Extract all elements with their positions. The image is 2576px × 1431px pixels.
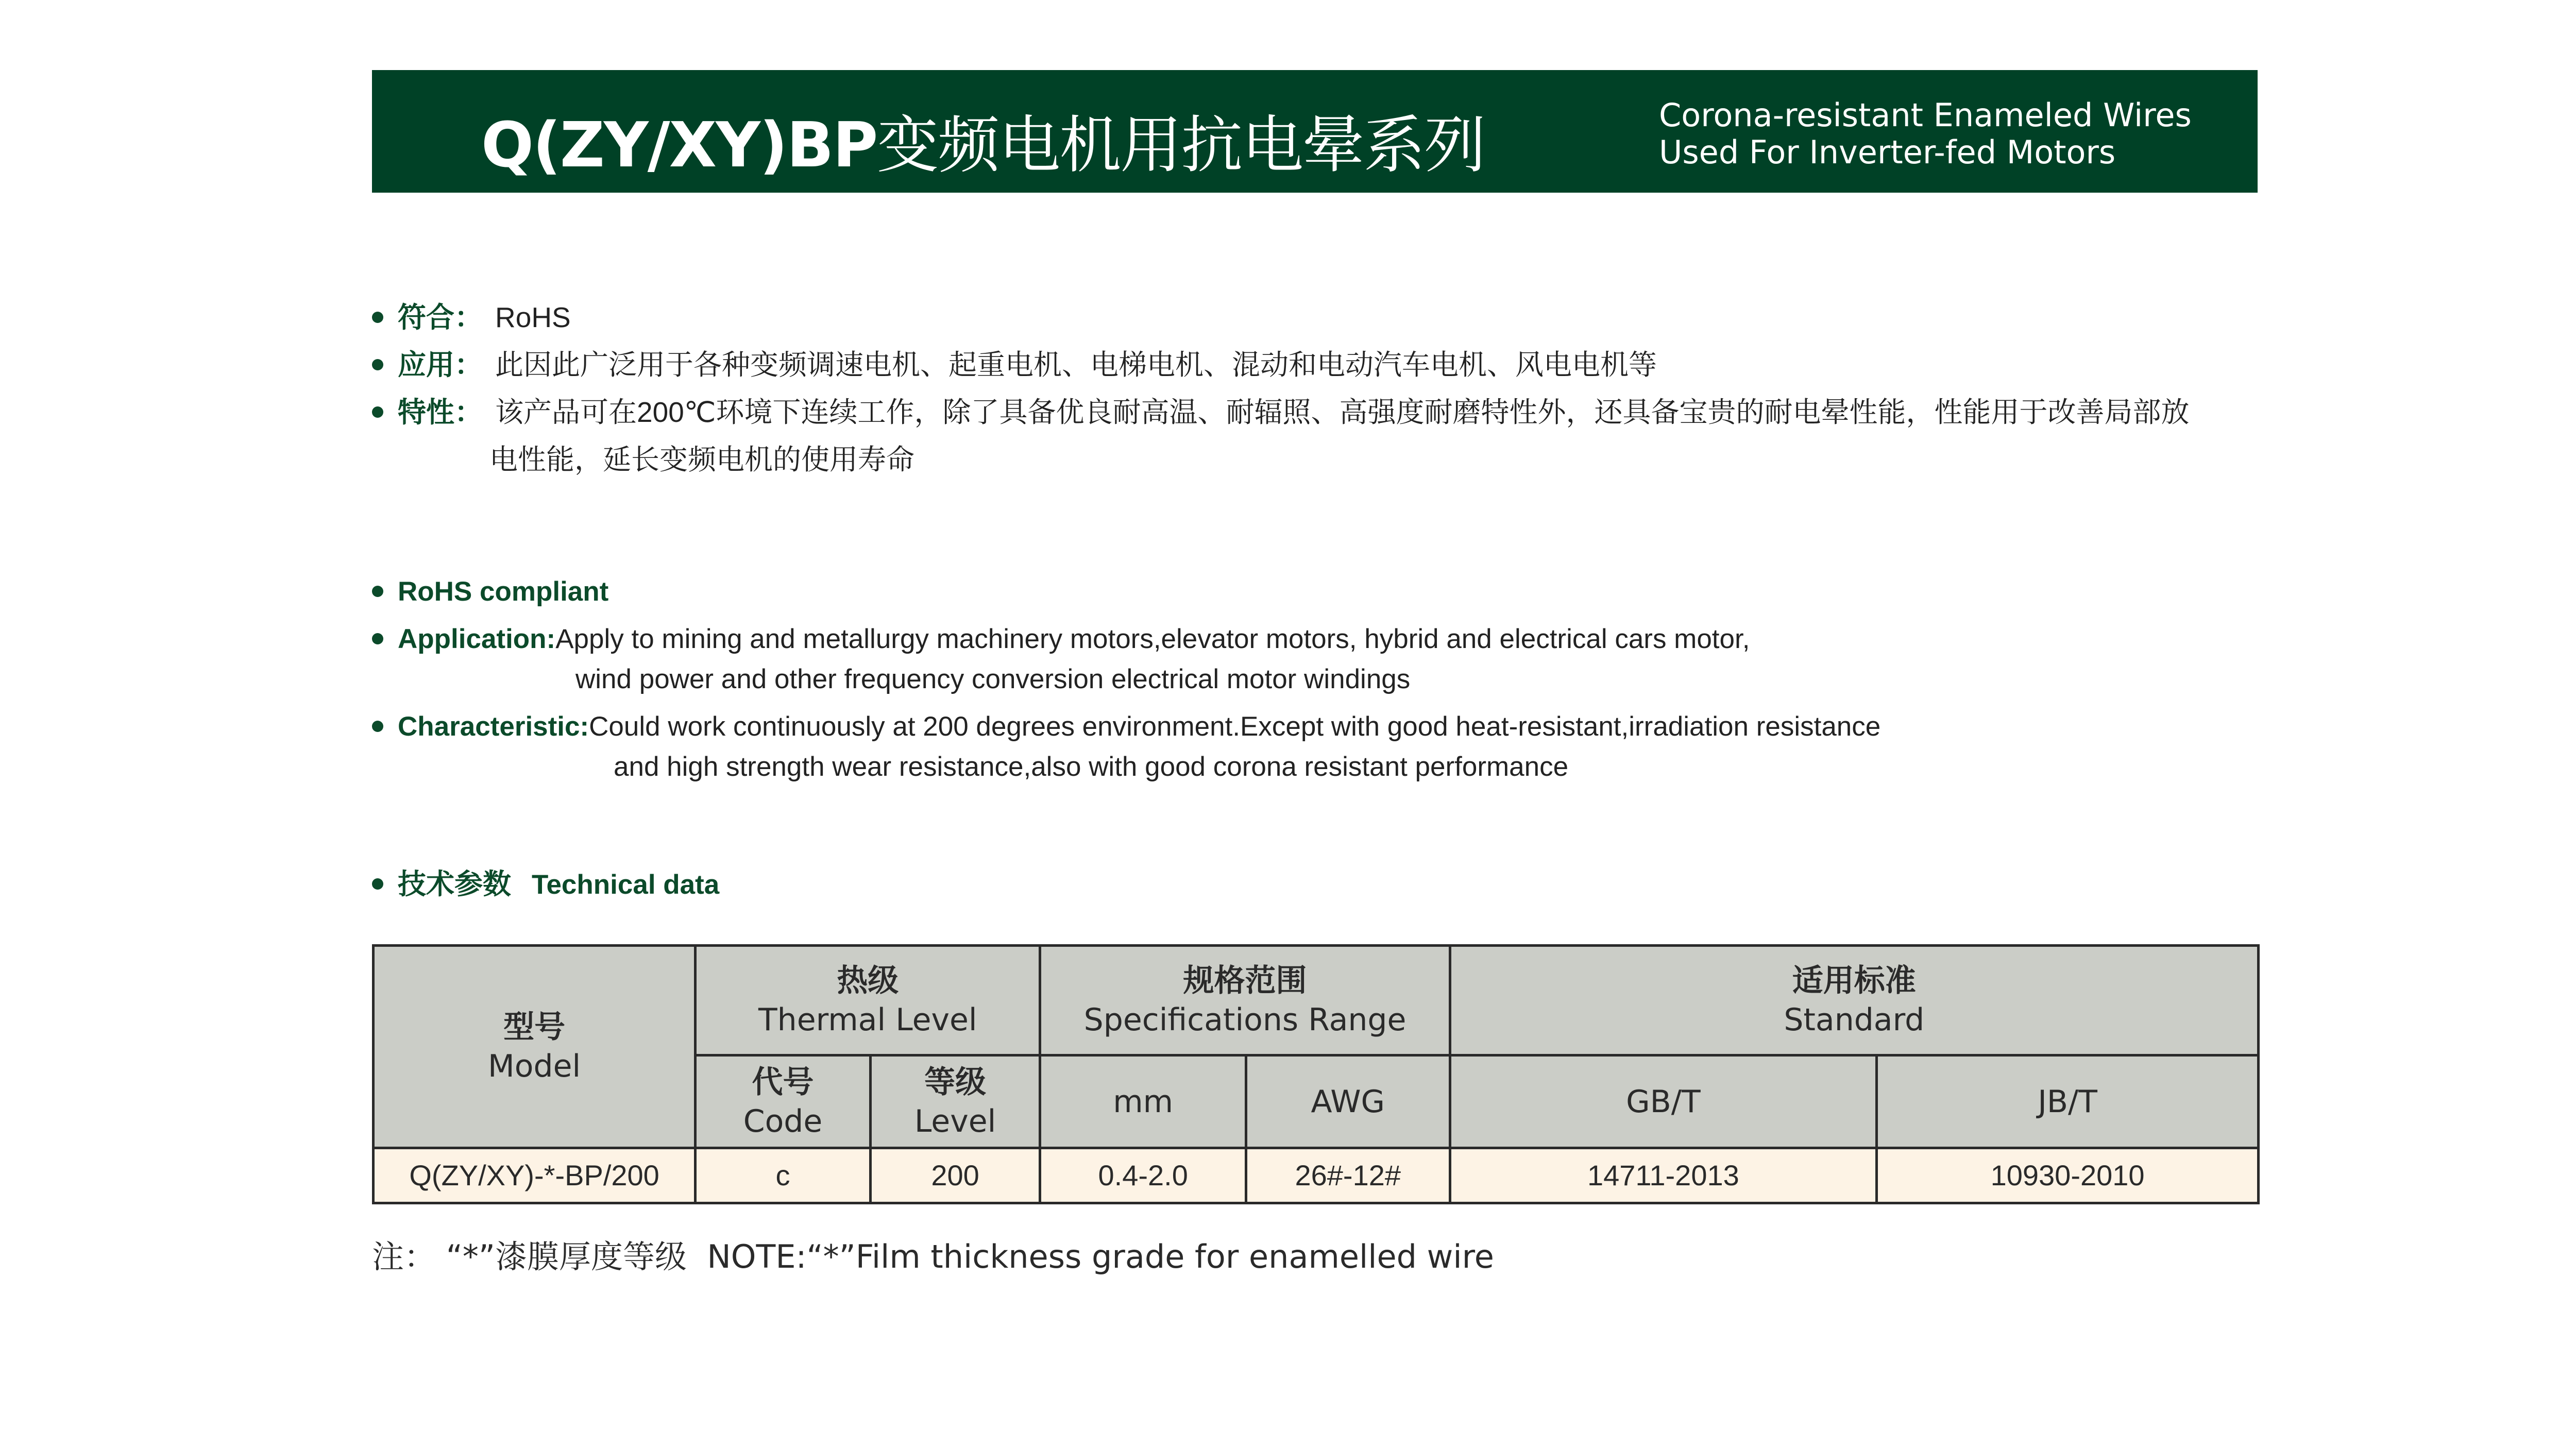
model-header	[374, 946, 696, 1148]
cn-feature-list	[372, 294, 2190, 483]
en-characteristic-item	[372, 707, 1880, 747]
level-header-en: Level	[914, 1103, 996, 1139]
spec-header-en: Specifications Range	[1083, 1002, 1406, 1038]
bullet-icon	[372, 406, 383, 418]
technical-data-table	[372, 944, 2260, 1204]
standard-header-cn: 适用标准	[1792, 963, 1916, 999]
technical-heading-cn: 技术参数	[398, 868, 512, 900]
standard-header	[1450, 946, 2258, 1055]
standard-header-en: Standard	[1784, 1002, 1925, 1038]
jbt-header: JB/T	[1877, 1055, 2259, 1148]
subtitle-line-1: Corona-resistant Enameled Wires	[1659, 96, 2192, 134]
code-cell: c	[696, 1148, 871, 1203]
cn-application-label: 应用：	[398, 349, 483, 381]
bullet-icon	[372, 721, 383, 732]
thermal-header	[696, 946, 1040, 1055]
cn-characteristic-line-1: 该产品可在200℃环境下连续工作，除了具备优良耐高温、耐辐照、高强度耐磨特性外，还具备宝贵的耐电晕性能，性能用于改善局部放	[495, 396, 2190, 428]
title-banner	[372, 70, 2258, 193]
cn-characteristic-label: 特性：	[398, 396, 483, 428]
gbt-cell: 14711-2013	[1450, 1148, 1877, 1203]
banner-subtitle	[1659, 97, 2192, 171]
en-compliance-item	[372, 572, 1880, 612]
thermal-header-en: Thermal Level	[758, 1002, 977, 1038]
model-cell: Q(ZY/XY)-*-BP/200	[374, 1148, 696, 1203]
code-header-cn: 代号	[752, 1064, 814, 1100]
en-application-line-1: Apply to mining and metallurgy machinery motors,elevator motors, hybrid and electrical cars motor,	[555, 624, 1750, 654]
cn-compliance-item	[372, 294, 2190, 341]
model-header-cn: 型号	[503, 1009, 566, 1045]
page-title	[481, 96, 1485, 184]
mm-header: mm	[1040, 1055, 1246, 1148]
table-row	[374, 1148, 2259, 1203]
en-application-label: Application:	[398, 624, 556, 654]
level-header-cn: 等级	[924, 1064, 987, 1100]
awg-header: AWG	[1246, 1055, 1450, 1148]
thermal-header-cn: 热级	[837, 963, 899, 999]
mm-cell: 0.4-2.0	[1040, 1148, 1246, 1203]
footnote-cn: 注： “*”漆膜厚度等级	[372, 1238, 687, 1275]
en-feature-list	[372, 572, 1880, 787]
footnote	[372, 1231, 1494, 1277]
en-application-item	[372, 619, 1880, 659]
cn-application-value: 此因此广泛用于各种变频调速电机、起重电机、电梯电机、混动和电动汽车电机、风电电机等	[495, 349, 1657, 381]
en-characteristic-label: Characteristic:	[398, 711, 589, 742]
cn-application-item	[372, 341, 2190, 388]
en-characteristic-line-1: Could work continuously at 200 degrees environment.Except with good heat-resistant,irradiation resistance	[589, 711, 1881, 742]
en-characteristic-continuation: and high strength wear resistance,also with good corona resistant performance	[614, 752, 1569, 782]
model-header-en: Model	[488, 1048, 581, 1084]
spec-header	[1040, 946, 1450, 1055]
bullet-icon	[372, 633, 383, 644]
bullet-icon	[372, 878, 383, 890]
code-header	[696, 1055, 871, 1148]
gbt-header: GB/T	[1450, 1055, 1877, 1148]
title-cn: 变频电机用抗电晕系列	[877, 110, 1485, 181]
technical-heading-en: Technical data	[532, 870, 720, 900]
level-header	[870, 1055, 1040, 1148]
technical-data-heading	[372, 861, 719, 902]
cn-compliance-value: RoHS	[495, 301, 571, 333]
awg-cell: 26#-12#	[1246, 1148, 1450, 1203]
footnote-en: NOTE:“*”Film thickness grade for enamelled wire	[707, 1238, 1494, 1275]
title-code: Q(ZY/XY)BP	[481, 110, 877, 181]
spec-header-cn: 规格范围	[1183, 963, 1307, 999]
jbt-cell: 10930-2010	[1877, 1148, 2259, 1203]
bullet-icon	[372, 359, 383, 370]
code-header-en: Code	[743, 1103, 823, 1139]
bullet-icon	[372, 586, 383, 597]
subtitle-line-2: Used For Inverter-fed Motors	[1659, 133, 2116, 171]
bullet-icon	[372, 312, 383, 323]
en-application-continuation: wind power and other frequency conversion electrical motor windings	[575, 664, 1411, 694]
cn-characteristic-item	[372, 388, 2190, 436]
en-compliance-label: RoHS compliant	[398, 576, 609, 607]
level-cell: 200	[870, 1148, 1040, 1203]
cn-compliance-label: 符合：	[398, 301, 483, 333]
cn-characteristic-continuation: 电性能，延长变频电机的使用寿命	[489, 444, 915, 475]
